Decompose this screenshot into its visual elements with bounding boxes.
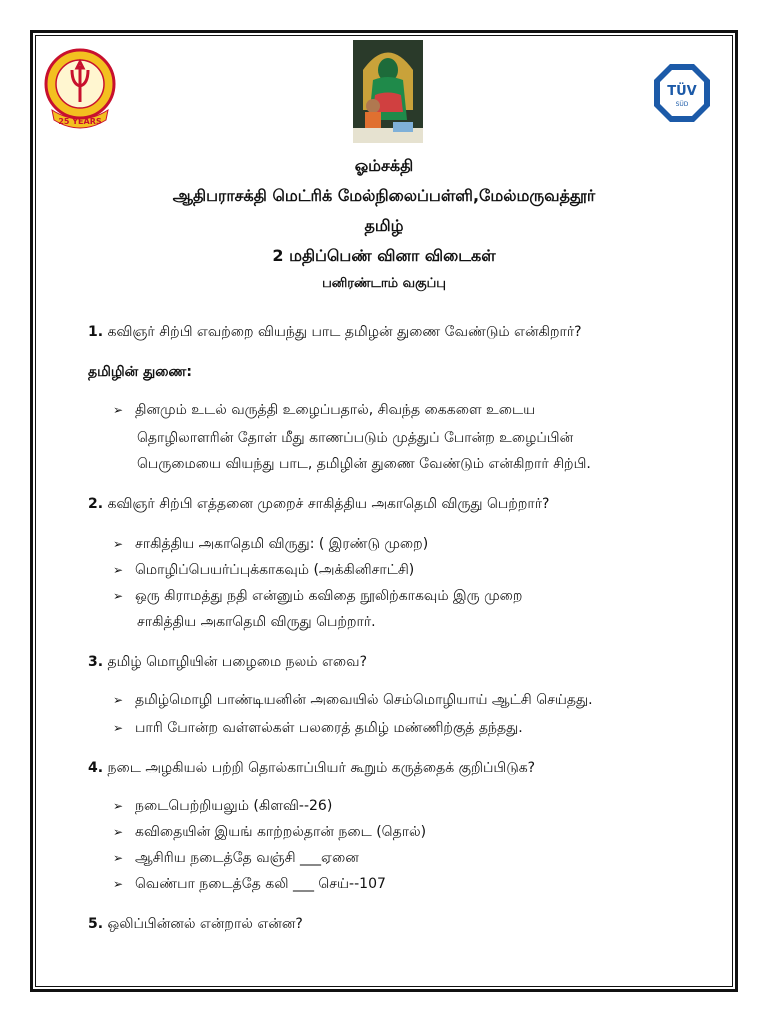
question-number: 2.: [88, 496, 104, 512]
answer-heading: தமிழின் துணை:: [88, 364, 192, 380]
list-item: [113, 562, 414, 580]
bullet-arrow-icon: ➢: [113, 721, 124, 735]
answer-text: வெண்பா நடைத்தே கலி ___ செய்--107: [135, 876, 386, 892]
question-1: [88, 324, 582, 342]
question-4: [88, 760, 535, 778]
answer-text: சாகித்திய அகாதெமி விருது: ( இரண்டு முறை): [135, 536, 429, 552]
header-school-name: ஆதிபராசக்தி மெட்ரிக் மேல்நிலைப்பள்ளி,மேல்மருவத்தூர்: [172, 186, 596, 205]
bullet-arrow-icon: ➢: [113, 851, 124, 865]
answer-text: நடைபெற்றியலும் (கிளவி--26): [135, 798, 333, 814]
header-title: 2 மதிப்பெண் வினா விடைகள்: [272, 246, 496, 265]
sud-text: SÜD: [675, 101, 689, 108]
header-class: பனிரண்டாம் வகுப்பு: [322, 276, 446, 291]
bullet-arrow-icon: ➢: [113, 589, 124, 603]
question-3: [88, 654, 367, 672]
question-text: கவிஞர் சிற்பி எவற்றை வியந்து பாட தமிழன் துணை வேண்டும் என்கிறார்?: [103, 324, 582, 340]
deity-image: [353, 40, 423, 143]
question-number: 5.: [88, 916, 104, 932]
bullet-arrow-icon: ➢: [113, 563, 124, 577]
list-item: [113, 536, 428, 554]
bullet-arrow-icon: ➢: [113, 877, 124, 891]
list-item: [113, 692, 593, 710]
answer-text: பாரி போன்ற வள்ளல்கள் பலரைத் தமிழ் மண்ணிற்குத் தந்தது.: [135, 720, 523, 736]
header-om-sakthi: ஓம்சக்தி: [354, 156, 414, 175]
list-item: [113, 876, 386, 894]
list-item: [113, 402, 535, 420]
header-subject: தமிழ்: [364, 216, 404, 235]
tuv-text: TÜV: [667, 84, 697, 99]
logo-years-text: 25 YEARS: [58, 117, 102, 126]
list-item: [113, 824, 426, 842]
tuv-sud-logo: [652, 62, 712, 124]
question-text: ஒலிப்பின்னல் என்றால் என்ன?: [103, 916, 303, 932]
answer-text: தினமும் உடல் வருத்தி உழைப்பதால், சிவந்த கைகளை உடைய: [135, 402, 536, 418]
school-logo: [40, 44, 120, 134]
list-item: [113, 720, 523, 738]
question-5: [88, 916, 303, 934]
question-text: கவிஞர் சிற்பி எத்தனை முறைச் சாகித்திய அகாதெமி விருது பெற்றார்?: [103, 496, 550, 512]
bullet-arrow-icon: ➢: [113, 403, 124, 417]
bullet-arrow-icon: ➢: [113, 799, 124, 813]
bullet-arrow-icon: ➢: [113, 825, 124, 839]
question-2: [88, 496, 549, 514]
answer-text: தமிழ்மொழி பாண்டியனின் அவையில் செம்மொழியாய் ஆட்சி செய்தது.: [135, 692, 593, 708]
question-number: 1.: [88, 324, 104, 340]
answer-continuation: சாகித்திய அகாதெமி விருது பெற்றார்.: [137, 614, 376, 630]
answer-continuation: தொழிலாளரின் தோள் மீது காணப்படும் முத்துப் போன்ற உழைப்பின்: [137, 430, 574, 446]
answer-text: ஒரு கிராமத்து நதி என்னும் கவிதை நூலிற்காகவும் இரு முறை: [135, 588, 523, 604]
answer-text: ஆசிரிய நடைத்தே வஞ்சி ___ஏனை: [135, 850, 359, 866]
list-item: [113, 850, 359, 868]
question-text: தமிழ் மொழியின் பழைமை நலம் எவை?: [103, 654, 367, 670]
bullet-arrow-icon: ➢: [113, 693, 124, 707]
answer-text: கவிதையின் இயங் காற்றல்தான் நடை (தொல்): [135, 824, 427, 840]
answer-continuation: பெருமையை வியந்து பாட, தமிழின் துணை வேண்டும் என்கிறார் சிற்பி.: [137, 456, 591, 472]
list-item: [113, 798, 332, 816]
question-number: 3.: [88, 654, 104, 670]
bullet-arrow-icon: ➢: [113, 537, 124, 551]
question-number: 4.: [88, 760, 104, 776]
answer-text: மொழிப்பெயர்ப்புக்காகவும் (அக்கினிசாட்சி): [135, 562, 415, 578]
question-text: நடை அழகியல் பற்றி தொல்காப்பியர் கூறும் கருத்தைக் குறிப்பிடுக?: [103, 760, 536, 776]
list-item: [113, 588, 522, 606]
